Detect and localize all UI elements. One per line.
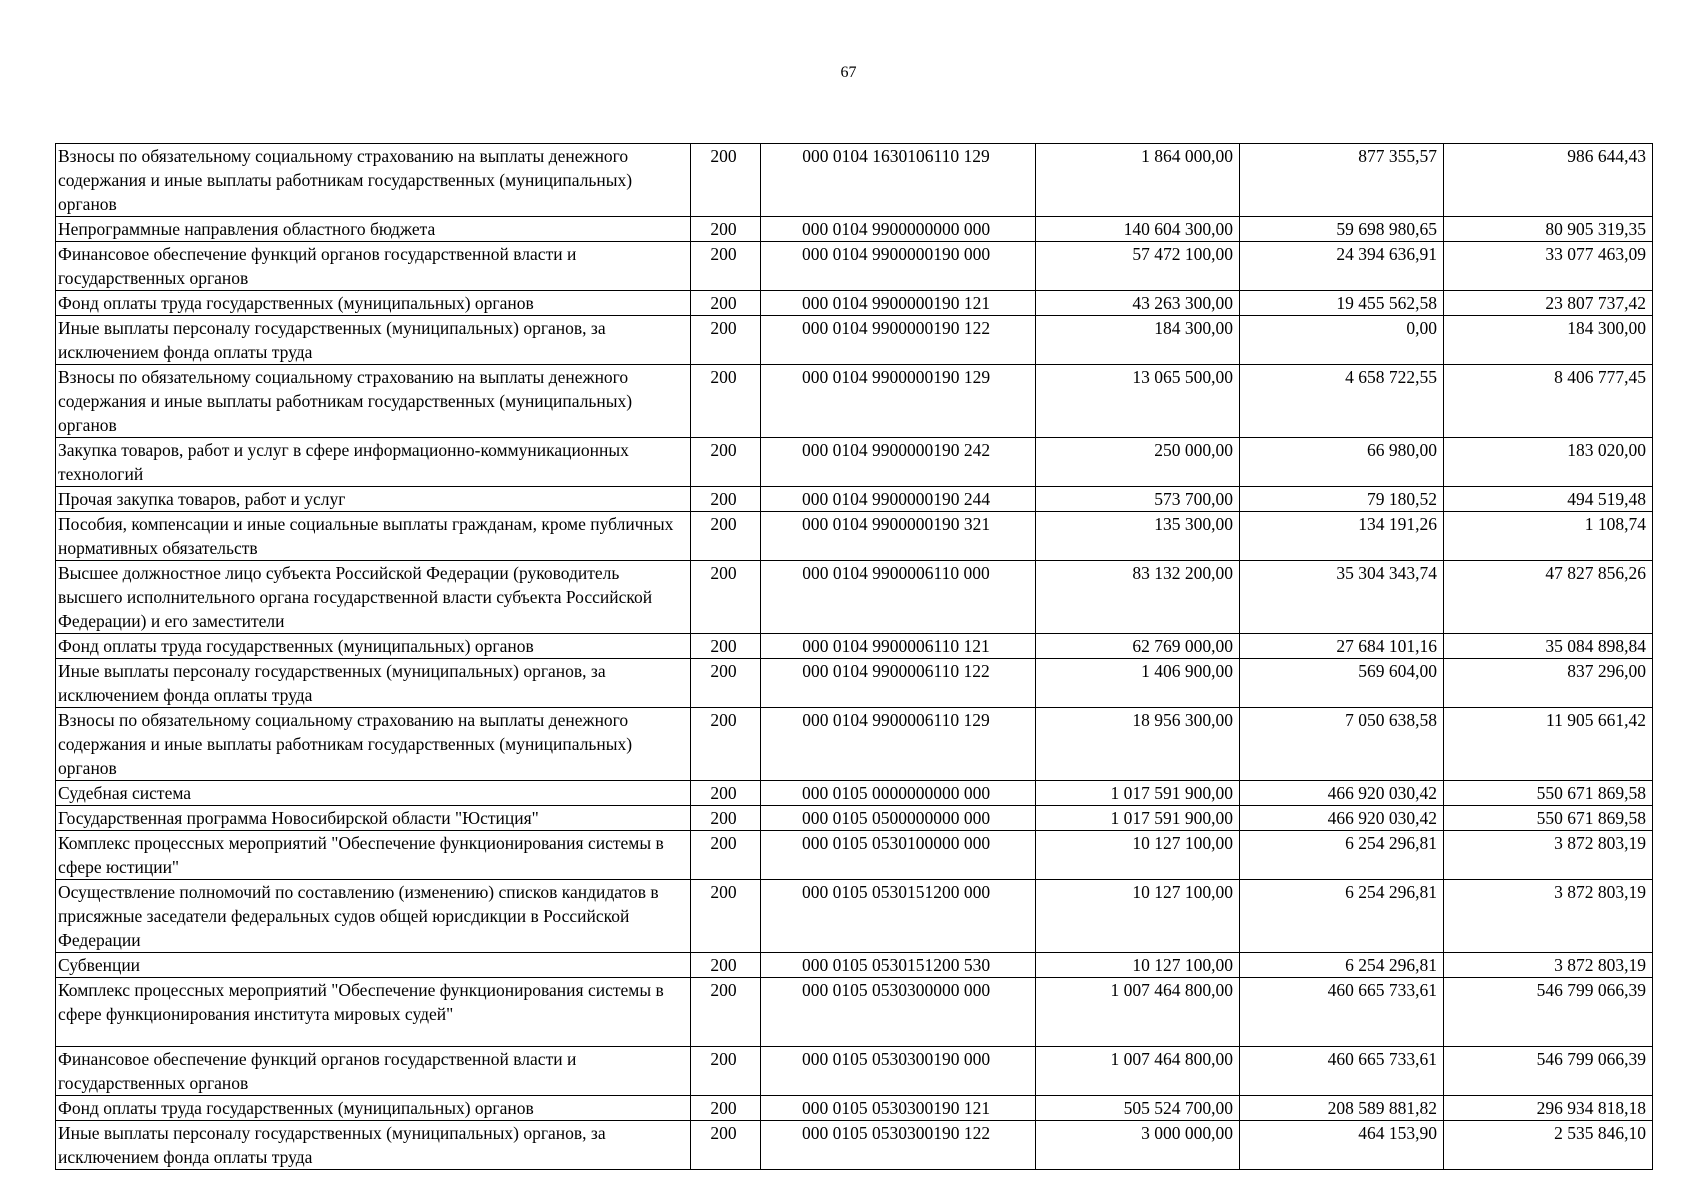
table-row <box>56 144 1653 217</box>
row-unexecuted-amount: 546 799 066,39 <box>1444 1047 1653 1096</box>
table-row <box>56 708 1653 781</box>
row-unexecuted-amount: 3 872 803,19 <box>1444 831 1653 880</box>
row-executed-amount: 4 658 722,55 <box>1240 365 1444 438</box>
table-row <box>56 1121 1653 1170</box>
row-executed-amount: 27 684 101,16 <box>1240 634 1444 659</box>
row-assigned-amount: 1 007 464 800,00 <box>1036 978 1240 1047</box>
row-unexecuted-amount: 550 671 869,58 <box>1444 781 1653 806</box>
row-unexecuted-amount: 184 300,00 <box>1444 316 1653 365</box>
row-budget-classification-code: 000 0104 9900000190 321 <box>761 512 1036 561</box>
table-row <box>56 438 1653 487</box>
row-unexecuted-amount: 546 799 066,39 <box>1444 978 1653 1047</box>
table-row <box>56 806 1653 831</box>
row-executed-amount: 460 665 733,61 <box>1240 1047 1444 1096</box>
row-assigned-amount: 62 769 000,00 <box>1036 634 1240 659</box>
row-unexecuted-amount: 47 827 856,26 <box>1444 561 1653 634</box>
row-budget-classification-code: 000 0104 9900006110 000 <box>761 561 1036 634</box>
row-assigned-amount: 1 007 464 800,00 <box>1036 1047 1240 1096</box>
row-name: Государственная программа Новосибирской области "Юстиция" <box>56 806 691 831</box>
row-assigned-amount: 250 000,00 <box>1036 438 1240 487</box>
row-name: Фонд оплаты труда государственных (муниципальных) органов <box>56 1096 691 1121</box>
row-unexecuted-amount: 80 905 319,35 <box>1444 217 1653 242</box>
row-executed-amount: 208 589 881,82 <box>1240 1096 1444 1121</box>
row-name: Взносы по обязательному социальному страхованию на выплаты денежного содержания и иные выплаты работникам государственных (муниципальных) органов <box>56 708 691 781</box>
row-unexecuted-amount: 296 934 818,18 <box>1444 1096 1653 1121</box>
row-budget-classification-code: 000 0105 0530300190 121 <box>761 1096 1036 1121</box>
row-code: 200 <box>691 512 761 561</box>
row-name: Осуществление полномочий по составлению (изменению) списков кандидатов в присяжные заседатели федеральных судов общей юрисдикции в Российской Федерации <box>56 880 691 953</box>
row-executed-amount: 460 665 733,61 <box>1240 978 1444 1047</box>
table-row <box>56 365 1653 438</box>
row-assigned-amount: 135 300,00 <box>1036 512 1240 561</box>
row-executed-amount: 569 604,00 <box>1240 659 1444 708</box>
row-executed-amount: 464 153,90 <box>1240 1121 1444 1170</box>
row-name: Финансовое обеспечение функций органов государственной власти и государственных органов <box>56 1047 691 1096</box>
table-row <box>56 316 1653 365</box>
row-code: 200 <box>691 659 761 708</box>
row-code: 200 <box>691 438 761 487</box>
row-executed-amount: 19 455 562,58 <box>1240 291 1444 316</box>
row-name: Высшее должностное лицо субъекта Российской Федерации (руководитель высшего исполнительного органа государственной власти субъекта Российской Федерации) и его заместители <box>56 561 691 634</box>
row-executed-amount: 79 180,52 <box>1240 487 1444 512</box>
row-assigned-amount: 18 956 300,00 <box>1036 708 1240 781</box>
row-budget-classification-code: 000 0104 9900000190 122 <box>761 316 1036 365</box>
row-code: 200 <box>691 831 761 880</box>
row-unexecuted-amount: 183 020,00 <box>1444 438 1653 487</box>
row-assigned-amount: 573 700,00 <box>1036 487 1240 512</box>
row-budget-classification-code: 000 0104 9900000190 121 <box>761 291 1036 316</box>
row-unexecuted-amount: 3 872 803,19 <box>1444 953 1653 978</box>
row-code: 200 <box>691 880 761 953</box>
row-unexecuted-amount: 1 108,74 <box>1444 512 1653 561</box>
row-code: 200 <box>691 708 761 781</box>
row-budget-classification-code: 000 0104 1630106110 129 <box>761 144 1036 217</box>
row-budget-classification-code: 000 0105 0530151200 000 <box>761 880 1036 953</box>
row-unexecuted-amount: 2 535 846,10 <box>1444 1121 1653 1170</box>
table-body <box>56 144 1653 1170</box>
row-executed-amount: 59 698 980,65 <box>1240 217 1444 242</box>
row-assigned-amount: 83 132 200,00 <box>1036 561 1240 634</box>
row-code: 200 <box>691 634 761 659</box>
table-row <box>56 487 1653 512</box>
row-code: 200 <box>691 1121 761 1170</box>
table-row <box>56 217 1653 242</box>
row-executed-amount: 66 980,00 <box>1240 438 1444 487</box>
row-code: 200 <box>691 365 761 438</box>
row-assigned-amount: 10 127 100,00 <box>1036 880 1240 953</box>
row-executed-amount: 6 254 296,81 <box>1240 831 1444 880</box>
row-budget-classification-code: 000 0104 9900006110 121 <box>761 634 1036 659</box>
row-unexecuted-amount: 986 644,43 <box>1444 144 1653 217</box>
row-code: 200 <box>691 953 761 978</box>
row-code: 200 <box>691 561 761 634</box>
table-row <box>56 978 1653 1047</box>
row-assigned-amount: 505 524 700,00 <box>1036 1096 1240 1121</box>
row-unexecuted-amount: 837 296,00 <box>1444 659 1653 708</box>
row-assigned-amount: 184 300,00 <box>1036 316 1240 365</box>
row-assigned-amount: 13 065 500,00 <box>1036 365 1240 438</box>
row-budget-classification-code: 000 0104 9900006110 122 <box>761 659 1036 708</box>
table-row <box>56 512 1653 561</box>
row-code: 200 <box>691 144 761 217</box>
row-budget-classification-code: 000 0104 9900000000 000 <box>761 217 1036 242</box>
page-number: 67 <box>840 64 857 81</box>
row-budget-classification-code: 000 0105 0000000000 000 <box>761 781 1036 806</box>
row-budget-classification-code: 000 0104 9900000190 244 <box>761 487 1036 512</box>
row-executed-amount: 6 254 296,81 <box>1240 880 1444 953</box>
row-budget-classification-code: 000 0105 0500000000 000 <box>761 806 1036 831</box>
table-row <box>56 831 1653 880</box>
row-name: Фонд оплаты труда государственных (муниципальных) органов <box>56 291 691 316</box>
row-budget-classification-code: 000 0105 0530100000 000 <box>761 831 1036 880</box>
row-name: Фонд оплаты труда государственных (муниципальных) органов <box>56 634 691 659</box>
row-assigned-amount: 1 017 591 900,00 <box>1036 781 1240 806</box>
row-budget-classification-code: 000 0105 0530300190 000 <box>761 1047 1036 1096</box>
row-assigned-amount: 1 864 000,00 <box>1036 144 1240 217</box>
row-code: 200 <box>691 217 761 242</box>
row-unexecuted-amount: 23 807 737,42 <box>1444 291 1653 316</box>
row-unexecuted-amount: 3 872 803,19 <box>1444 880 1653 953</box>
row-unexecuted-amount: 33 077 463,09 <box>1444 242 1653 291</box>
row-name: Закупка товаров, работ и услуг в сфере информационно-коммуникационных технологий <box>56 438 691 487</box>
row-name: Судебная система <box>56 781 691 806</box>
table-row <box>56 291 1653 316</box>
row-code: 200 <box>691 487 761 512</box>
row-budget-classification-code: 000 0105 0530151200 530 <box>761 953 1036 978</box>
row-unexecuted-amount: 8 406 777,45 <box>1444 365 1653 438</box>
row-unexecuted-amount: 11 905 661,42 <box>1444 708 1653 781</box>
row-code: 200 <box>691 781 761 806</box>
row-code: 200 <box>691 806 761 831</box>
row-executed-amount: 0,00 <box>1240 316 1444 365</box>
row-executed-amount: 35 304 343,74 <box>1240 561 1444 634</box>
row-assigned-amount: 1 406 900,00 <box>1036 659 1240 708</box>
row-executed-amount: 24 394 636,91 <box>1240 242 1444 291</box>
table-row <box>56 1096 1653 1121</box>
row-code: 200 <box>691 316 761 365</box>
row-name: Взносы по обязательному социальному страхованию на выплаты денежного содержания и иные выплаты работникам государственных (муниципальных) органов <box>56 365 691 438</box>
row-executed-amount: 466 920 030,42 <box>1240 806 1444 831</box>
row-budget-classification-code: 000 0104 9900000190 000 <box>761 242 1036 291</box>
row-name: Пособия, компенсации и иные социальные выплаты гражданам, кроме публичных нормативных обязательств <box>56 512 691 561</box>
row-unexecuted-amount: 550 671 869,58 <box>1444 806 1653 831</box>
row-budget-classification-code: 000 0104 9900006110 129 <box>761 708 1036 781</box>
table-row <box>56 880 1653 953</box>
row-name: Иные выплаты персоналу государственных (муниципальных) органов, за исключением фонда оплаты труда <box>56 1121 691 1170</box>
table-row <box>56 953 1653 978</box>
row-code: 200 <box>691 1096 761 1121</box>
row-executed-amount: 877 355,57 <box>1240 144 1444 217</box>
row-executed-amount: 134 191,26 <box>1240 512 1444 561</box>
row-name: Взносы по обязательному социальному страхованию на выплаты денежного содержания и иные выплаты работникам государственных (муниципальных) органов <box>56 144 691 217</box>
table-row <box>56 561 1653 634</box>
row-budget-classification-code: 000 0104 9900000190 129 <box>761 365 1036 438</box>
table-row <box>56 659 1653 708</box>
budget-execution-table <box>55 143 1653 1170</box>
table-row <box>56 634 1653 659</box>
row-assigned-amount: 140 604 300,00 <box>1036 217 1240 242</box>
row-budget-classification-code: 000 0105 0530300000 000 <box>761 978 1036 1047</box>
row-assigned-amount: 3 000 000,00 <box>1036 1121 1240 1170</box>
row-budget-classification-code: 000 0105 0530300190 122 <box>761 1121 1036 1170</box>
row-name: Иные выплаты персоналу государственных (муниципальных) органов, за исключением фонда оплаты труда <box>56 659 691 708</box>
table-row <box>56 781 1653 806</box>
row-unexecuted-amount: 35 084 898,84 <box>1444 634 1653 659</box>
row-assigned-amount: 10 127 100,00 <box>1036 831 1240 880</box>
row-assigned-amount: 1 017 591 900,00 <box>1036 806 1240 831</box>
row-assigned-amount: 43 263 300,00 <box>1036 291 1240 316</box>
row-executed-amount: 466 920 030,42 <box>1240 781 1444 806</box>
row-code: 200 <box>691 978 761 1047</box>
row-name: Непрограммные направления областного бюджета <box>56 217 691 242</box>
row-executed-amount: 7 050 638,58 <box>1240 708 1444 781</box>
row-code: 200 <box>691 1047 761 1096</box>
row-unexecuted-amount: 494 519,48 <box>1444 487 1653 512</box>
row-name: Иные выплаты персоналу государственных (муниципальных) органов, за исключением фонда оплаты труда <box>56 316 691 365</box>
row-name: Прочая закупка товаров, работ и услуг <box>56 487 691 512</box>
row-executed-amount: 6 254 296,81 <box>1240 953 1444 978</box>
row-name: Комплекс процессных мероприятий "Обеспечение функционирования системы в сфере юстиции" <box>56 831 691 880</box>
row-assigned-amount: 10 127 100,00 <box>1036 953 1240 978</box>
row-name: Комплекс процессных мероприятий "Обеспечение функционирования системы в сфере функционирования института мировых судей" <box>56 978 691 1047</box>
row-budget-classification-code: 000 0104 9900000190 242 <box>761 438 1036 487</box>
table-row <box>56 1047 1653 1096</box>
row-assigned-amount: 57 472 100,00 <box>1036 242 1240 291</box>
row-name: Субвенции <box>56 953 691 978</box>
row-code: 200 <box>691 291 761 316</box>
table-row <box>56 242 1653 291</box>
row-name: Финансовое обеспечение функций органов государственной власти и государственных органов <box>56 242 691 291</box>
row-code: 200 <box>691 242 761 291</box>
